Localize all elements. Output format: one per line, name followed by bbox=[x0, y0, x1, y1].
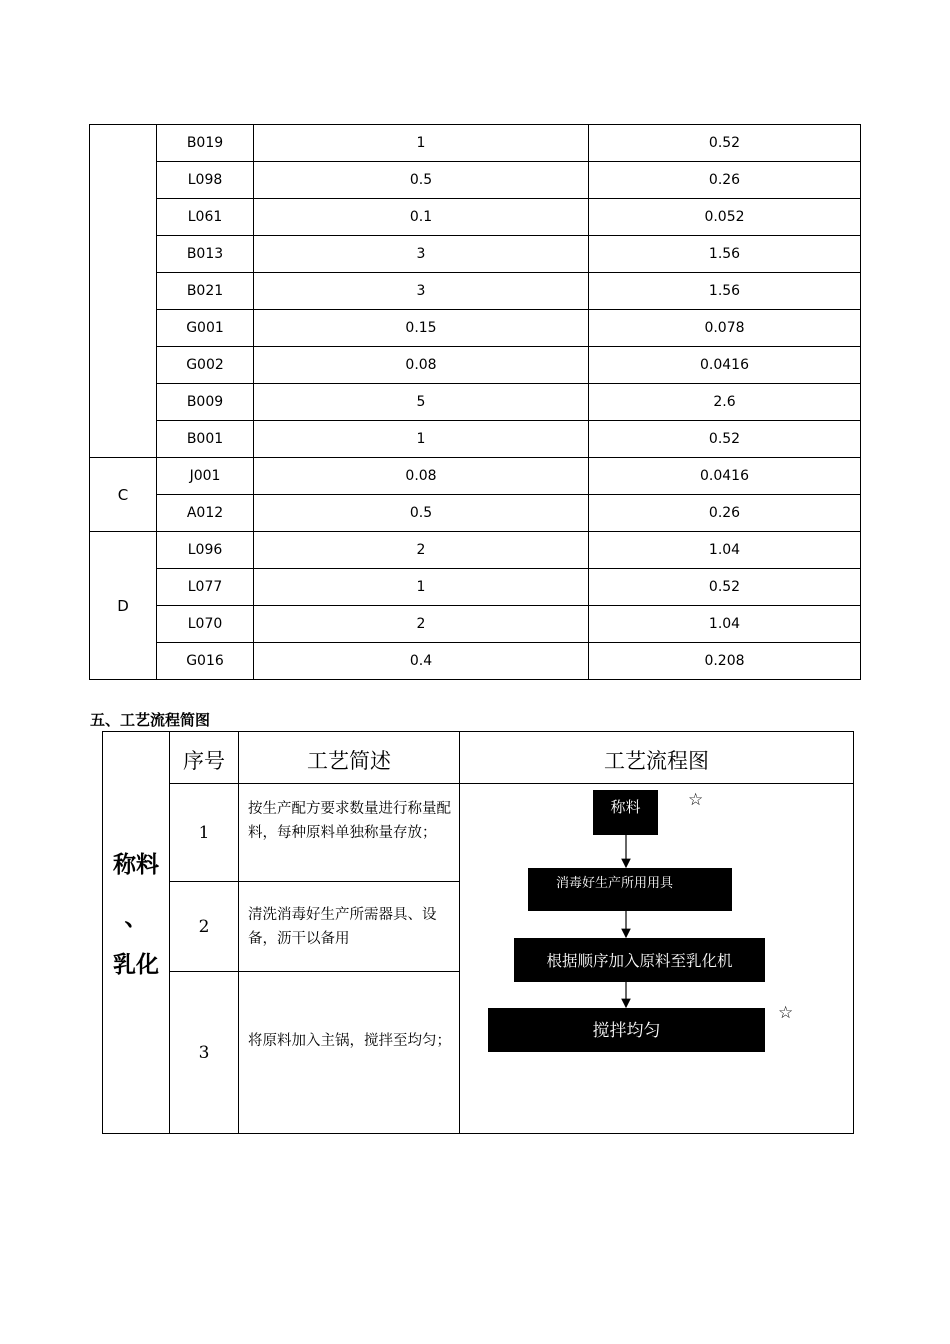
step-number: 3 bbox=[198, 1043, 210, 1063]
material-percent: 0.5 bbox=[254, 495, 589, 532]
flow-box-sterilize: 消毒好生产所用用具 bbox=[528, 868, 732, 911]
group-cell bbox=[90, 125, 157, 458]
table-row bbox=[90, 495, 861, 532]
material-code: L096 bbox=[157, 532, 254, 569]
header-description: 工艺简述 bbox=[307, 749, 391, 773]
material-percent: 1 bbox=[254, 421, 589, 458]
table-row bbox=[90, 606, 861, 643]
flow-box-weighing: 称料 bbox=[593, 790, 658, 835]
flow-box-add-materials: 根据顺序加入原料至乳化机 bbox=[514, 938, 765, 982]
material-weight: 0.052 bbox=[589, 199, 861, 236]
material-weight: 0.52 bbox=[589, 421, 861, 458]
material-percent: 0.1 bbox=[254, 199, 589, 236]
table-row bbox=[90, 569, 861, 606]
process-table bbox=[102, 731, 854, 1134]
table-row bbox=[90, 421, 861, 458]
material-percent: 0.4 bbox=[254, 643, 589, 680]
material-code: L077 bbox=[157, 569, 254, 606]
material-percent: 5 bbox=[254, 384, 589, 421]
material-code: L070 bbox=[157, 606, 254, 643]
material-weight: 1.56 bbox=[589, 273, 861, 310]
material-code: B001 bbox=[157, 421, 254, 458]
table-row bbox=[90, 532, 861, 569]
flowchart-arrows bbox=[102, 731, 854, 1134]
section-heading: 五、工艺流程简图 bbox=[90, 711, 211, 729]
material-code: B009 bbox=[157, 384, 254, 421]
header-flowchart: 工艺流程图 bbox=[604, 749, 709, 773]
table-row bbox=[90, 643, 861, 680]
table-row bbox=[90, 458, 861, 495]
material-code: G002 bbox=[157, 347, 254, 384]
material-percent: 2 bbox=[254, 532, 589, 569]
stage-separator: 、 bbox=[124, 904, 148, 931]
material-percent: 1 bbox=[254, 125, 589, 162]
step-description: 将原料加入主锅，搅拌至均匀； bbox=[248, 1033, 451, 1049]
material-percent: 3 bbox=[254, 236, 589, 273]
star-icon: ☆ bbox=[778, 1003, 794, 1023]
material-percent: 2 bbox=[254, 606, 589, 643]
material-weight: 0.52 bbox=[589, 125, 861, 162]
star-icon: ☆ bbox=[688, 790, 704, 810]
material-weight: 2.6 bbox=[589, 384, 861, 421]
table-row bbox=[90, 236, 861, 273]
table-row bbox=[90, 199, 861, 236]
table-row bbox=[90, 125, 861, 162]
material-code: B013 bbox=[157, 236, 254, 273]
table-row bbox=[90, 310, 861, 347]
step-description: 清洗消毒好生产所需器具、设备，沥干以备用 bbox=[248, 907, 437, 947]
material-weight: 1.04 bbox=[589, 532, 861, 569]
flow-box-stir: 搅拌均匀 bbox=[488, 1008, 765, 1052]
material-weight: 0.26 bbox=[589, 495, 861, 532]
material-code: J001 bbox=[157, 458, 254, 495]
material-code: A012 bbox=[157, 495, 254, 532]
material-code: B019 bbox=[157, 125, 254, 162]
table-row bbox=[90, 347, 861, 384]
group-cell: C bbox=[90, 458, 157, 532]
material-code: L061 bbox=[157, 199, 254, 236]
material-code: B021 bbox=[157, 273, 254, 310]
material-percent: 1 bbox=[254, 569, 589, 606]
material-weight: 0.208 bbox=[589, 643, 861, 680]
stage-label-weighing: 称料 bbox=[113, 851, 159, 878]
step-number: 2 bbox=[198, 917, 210, 937]
material-percent: 0.08 bbox=[254, 458, 589, 495]
material-weight: 1.56 bbox=[589, 236, 861, 273]
table-row bbox=[90, 273, 861, 310]
material-weight: 0.078 bbox=[589, 310, 861, 347]
material-percent: 0.15 bbox=[254, 310, 589, 347]
material-weight: 1.04 bbox=[589, 606, 861, 643]
material-percent: 0.5 bbox=[254, 162, 589, 199]
stage-label-emulsify: 乳化 bbox=[113, 951, 159, 978]
header-seq: 序号 bbox=[183, 749, 225, 773]
material-weight: 0.52 bbox=[589, 569, 861, 606]
material-code: L098 bbox=[157, 162, 254, 199]
step-description: 按生产配方要求数量进行称量配料，每种原料单独称量存放； bbox=[248, 801, 451, 841]
table-row bbox=[90, 162, 861, 199]
group-cell: D bbox=[90, 532, 157, 680]
ingredient-table bbox=[89, 124, 861, 680]
material-code: G016 bbox=[157, 643, 254, 680]
step-number: 1 bbox=[198, 823, 210, 843]
material-percent: 0.08 bbox=[254, 347, 589, 384]
material-weight: 0.0416 bbox=[589, 347, 861, 384]
material-weight: 0.26 bbox=[589, 162, 861, 199]
table-row bbox=[90, 384, 861, 421]
material-code: G001 bbox=[157, 310, 254, 347]
material-percent: 3 bbox=[254, 273, 589, 310]
material-weight: 0.0416 bbox=[589, 458, 861, 495]
